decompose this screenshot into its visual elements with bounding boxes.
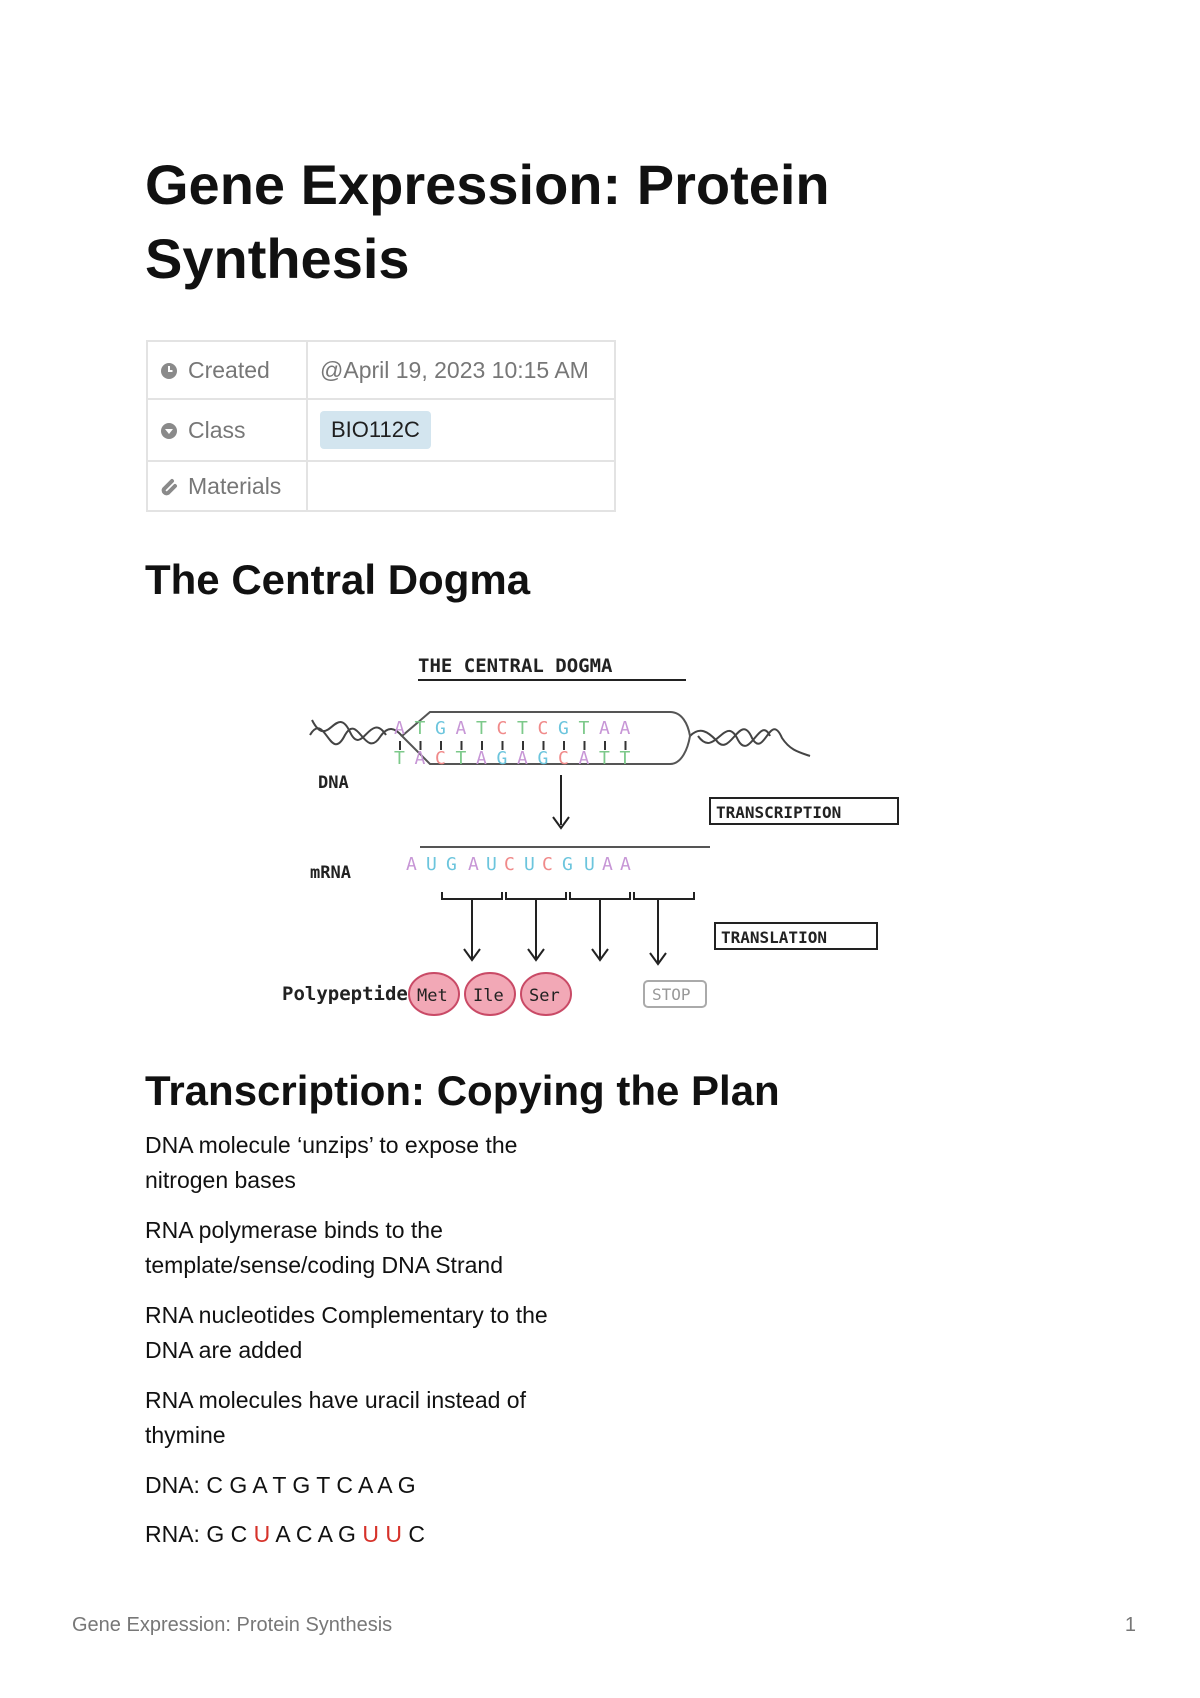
property-value-created[interactable]: @April 19, 2023 10:15 AM <box>307 341 615 399</box>
rna-uracil-highlight: U U <box>362 1521 402 1547</box>
mrna-base: A <box>468 854 479 875</box>
properties-table <box>146 340 616 512</box>
rna-sequence <box>145 1517 425 1552</box>
class-tag[interactable]: BIO112C <box>320 411 431 449</box>
dna-base: C <box>558 748 569 769</box>
dna-base: G <box>558 718 569 739</box>
property-value-materials[interactable] <box>307 461 615 511</box>
amino-acid-label: Ile <box>473 986 504 1006</box>
mrna-base: C <box>542 854 553 875</box>
dna-base: C <box>435 748 446 769</box>
translation-label: TRANSLATION <box>721 928 827 947</box>
property-key-class <box>147 399 307 461</box>
dna-base: G <box>435 718 446 739</box>
dna-base: T <box>599 748 610 769</box>
page-title: Gene Expression: Protein Synthesis <box>145 153 830 290</box>
mrna-base: U <box>524 854 535 875</box>
dna-base: A <box>455 718 467 739</box>
property-row-created <box>147 341 615 399</box>
mrna-base: U <box>584 854 595 875</box>
rna-sequence-part: C <box>401 1521 425 1547</box>
paperclip-icon <box>160 478 178 496</box>
property-row-class <box>147 399 615 461</box>
mrna-label: mRNA <box>310 863 351 883</box>
clock-icon <box>160 362 178 380</box>
section-heading-central-dogma: The Central Dogma <box>145 556 531 603</box>
dna-base: A <box>619 718 631 739</box>
note-paragraph: DNA molecule ‘unzips’ to expose the nitrogen bases <box>145 1132 518 1193</box>
rna-sequence-prefix: RNA: <box>145 1521 207 1547</box>
mrna-base: A <box>602 854 613 875</box>
property-label: Class <box>188 416 246 443</box>
dna-base: A <box>599 718 610 739</box>
dna-base: C <box>496 718 508 739</box>
property-key-created <box>147 341 307 399</box>
footer-title: Gene Expression: Protein Synthesis <box>72 1614 393 1636</box>
dna-bottom-strand <box>394 748 631 769</box>
amino-acid-label: Met <box>417 986 448 1006</box>
dna-base-pair-bonds <box>400 741 626 750</box>
rna-sequence-part: G C <box>206 1521 254 1547</box>
select-icon <box>160 422 178 440</box>
diagram-title: THE CENTRAL DOGMA <box>418 655 613 677</box>
dna-sequence-bases: C G A T G T C A A G <box>206 1472 416 1498</box>
mrna-base: C <box>504 854 515 875</box>
dna-base: T <box>476 718 487 739</box>
mrna-base: U <box>426 854 437 875</box>
dna-base: A <box>394 718 405 739</box>
note-paragraph: RNA nucleotides Complementary to the DNA are added <box>145 1302 548 1363</box>
dna-top-strand <box>394 718 631 739</box>
rna-sequence-part: A C A G <box>270 1521 363 1547</box>
rna-uracil-highlight: U <box>253 1521 271 1547</box>
mrna-base: A <box>620 854 631 875</box>
polypeptide-label: Polypeptide <box>282 983 408 1005</box>
mrna-base: G <box>562 854 573 875</box>
property-value-class[interactable] <box>307 399 615 461</box>
dna-base: G <box>496 748 508 769</box>
dna-sequence-prefix: DNA: <box>145 1472 207 1498</box>
page-number: 1 <box>1124 1614 1136 1636</box>
note-paragraph: RNA molecules have uracil instead of thymine <box>145 1387 526 1448</box>
mrna-strand <box>406 854 631 875</box>
dna-base: A <box>578 748 590 769</box>
dna-base: A <box>476 748 487 769</box>
note-paragraph: RNA polymerase binds to the template/sense/coding DNA Strand <box>145 1217 503 1278</box>
codon-brackets <box>442 892 694 964</box>
central-dogma-diagram <box>270 640 910 1020</box>
transcription-label: TRANSCRIPTION <box>716 803 842 822</box>
dna-base: A <box>517 748 528 769</box>
dna-base: T <box>455 748 467 769</box>
property-key-materials <box>147 461 307 511</box>
dna-base: T <box>619 748 631 769</box>
amino-acid-label: Ser <box>529 986 560 1006</box>
dna-base: T <box>414 718 426 739</box>
dna-sequence <box>145 1468 416 1503</box>
dna-base: T <box>578 718 590 739</box>
property-row-materials <box>147 461 615 511</box>
stop-codon-label: STOP <box>652 985 691 1004</box>
mrna-base: U <box>486 854 497 875</box>
dna-label: DNA <box>318 773 349 793</box>
section-heading-transcription: Transcription: Copying the Plan <box>145 1067 780 1114</box>
mrna-base: G <box>446 854 457 875</box>
property-label: Created <box>188 356 270 383</box>
dna-base: A <box>414 748 426 769</box>
dna-base: T <box>394 748 405 769</box>
dna-base: C <box>537 718 549 739</box>
dna-base: G <box>537 748 549 769</box>
property-label: Materials <box>188 472 282 499</box>
dna-base: T <box>517 718 528 739</box>
polypeptide-chain <box>409 973 571 1015</box>
mrna-base: A <box>406 854 417 875</box>
